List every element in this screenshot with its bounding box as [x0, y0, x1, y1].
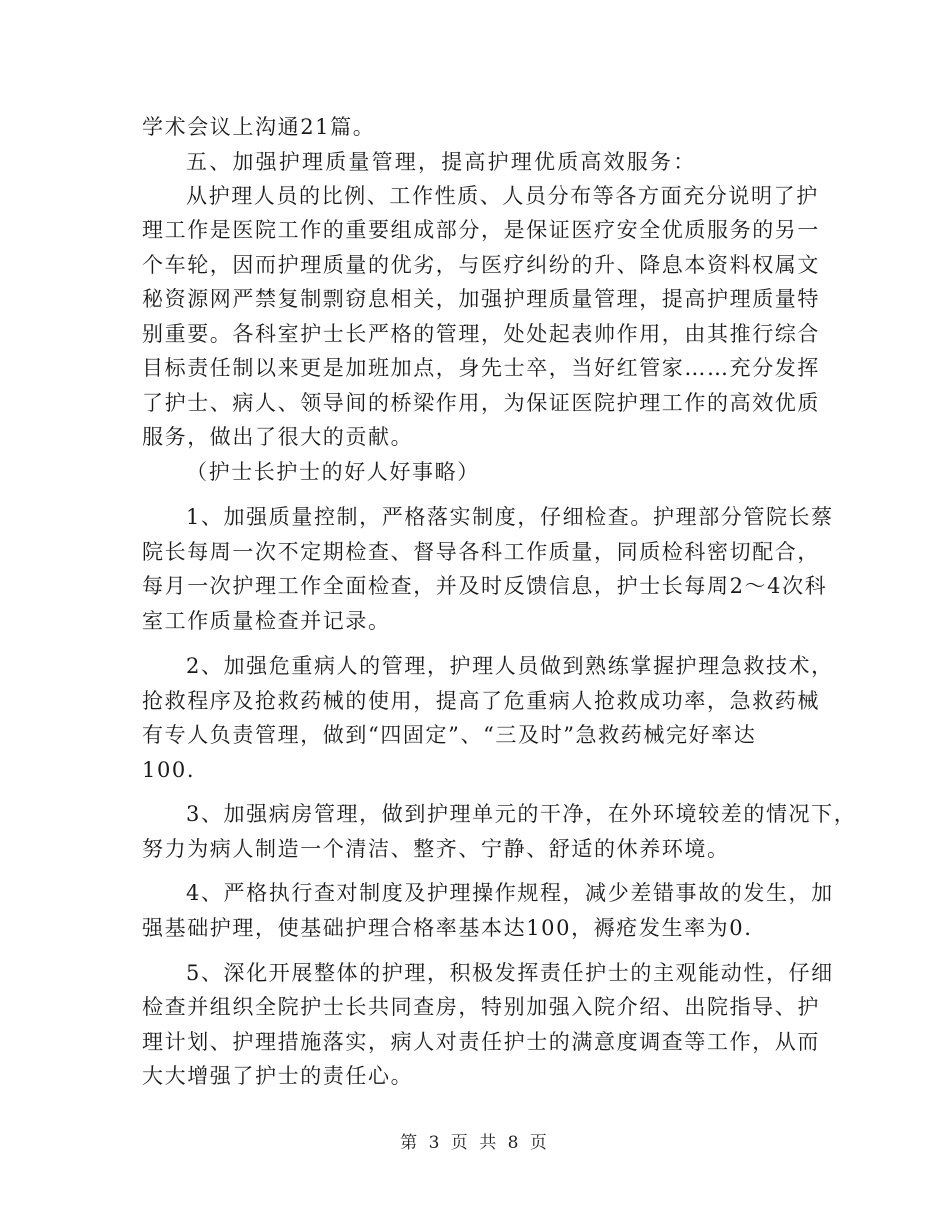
paragraph-line: 检查并组织全院护士长共同查房，特别加强入院介绍、出院指导、护: [142, 995, 820, 1019]
paragraph-line: 4、严格执行查对制度及护理操作规程，减少差错事故的发生，加: [186, 881, 834, 905]
paragraph-line: 别重要。各科室护士长严格的管理，处处起表帅作用，由其推行综合: [142, 322, 820, 346]
paragraph-line: 学术会议上沟通21篇。: [142, 115, 376, 139]
paragraph-line: 努力为病人制造一个清洁、整齐、宁静、舒适的休养环境。: [142, 837, 730, 861]
paragraph-line: 个车轮，因而护理质量的优劣，与医疗纠纷的升、降息本资料权属文: [142, 253, 820, 277]
paragraph-line: 理工作是医院工作的重要组成部分，是保证医疗安全优质服务的另一: [142, 218, 820, 242]
paragraph-line: 大大增强了护士的责任心。: [142, 1064, 414, 1088]
paragraph-line: 院长每周一次不定期检查、督导各科工作质量，同质检科密切配合，: [142, 540, 820, 564]
page-number-footer: 第 3 页 共 8 页: [400, 1133, 550, 1153]
paragraph-line: 每月一次护理工作全面检查，并及时反馈信息，护士长每周2～4次科: [142, 574, 828, 598]
paragraph-line: 服务，做出了很大的贡献。: [142, 425, 414, 449]
paragraph-line: 理计划、护理措施落实，病人对责任护士的满意度调查等工作，从而: [142, 1030, 820, 1054]
paragraph-line: 从护理人员的比例、工作性质、人员分布等各方面充分说明了护: [186, 184, 819, 208]
paragraph-line: 了护士、病人、领导间的桥梁作用，为保证医院护理工作的高效优质: [142, 391, 820, 415]
paragraph-line: 3、加强病房管理，做到护理单元的干净，在外环境较差的情况下，: [186, 802, 857, 826]
paragraph-line: 2、加强危重病人的管理，护理人员做到熟练掌握护理急救技术，: [186, 654, 834, 678]
paragraph-line: 100.: [142, 758, 196, 782]
paragraph-line: 秘资源网严禁复制剽窃息相关，加强护理质量管理，提高护理质量特: [142, 287, 820, 311]
paragraph-line: 5、深化开展整体的护理，积极发挥责任护士的主观能动性，仔细: [186, 961, 834, 985]
parenthetical-note: （护士长护士的好人好事略）: [186, 460, 480, 484]
paragraph-line: 室工作质量检查并记录。: [142, 609, 391, 633]
paragraph-line: 有专人负责管理，做到“四固定”、“三及时”急救药械完好率达: [142, 723, 757, 747]
paragraph-line: 抢救程序及抢救药械的使用，提高了危重病人抢救成功率，急救药械: [142, 689, 820, 713]
paragraph-line: 1、加强质量控制，严格落实制度，仔细检查。护理部分管院长蔡: [186, 505, 834, 529]
paragraph-line: 目标责任制以来更是加班加点，身先士卒，当好红管家……充分发挥: [142, 356, 820, 380]
paragraph-line: 强基础护理，使基础护理合格率基本达100，褥疮发生率为0.: [142, 916, 753, 940]
section-heading: 五、加强护理质量管理，提高护理优质高效服务：: [186, 150, 697, 174]
